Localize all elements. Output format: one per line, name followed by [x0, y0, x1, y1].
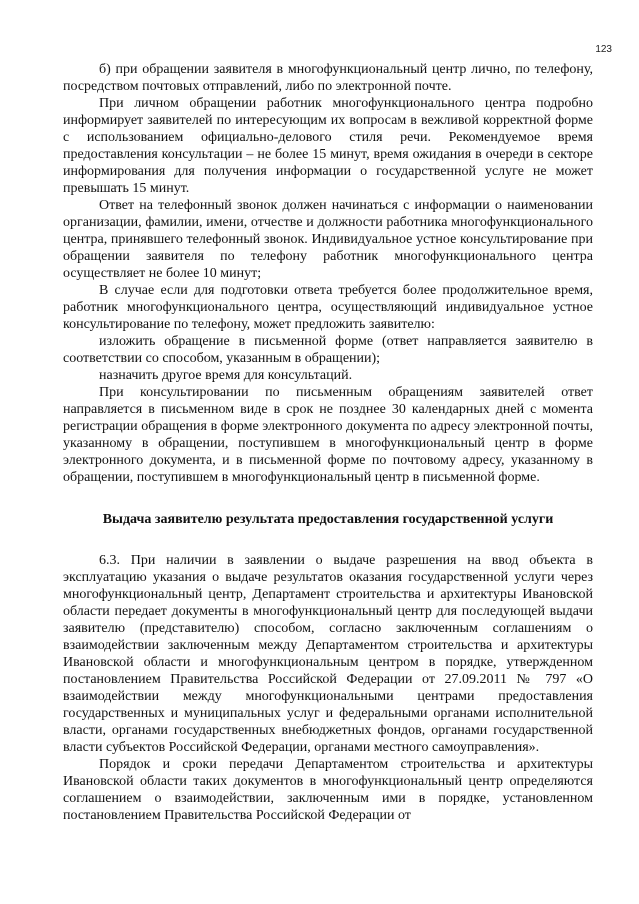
section-heading: Выдача заявителю результата предоставления государственной услуги	[102, 512, 554, 527]
paragraph: При консультировании по письменным обращениям заявителей ответ направляется в письменном виде в срок не позднее 30 календарных дней с момента регистрации обращения в форме электронного документа по адресу электронной почты, указанному в обращении, поступившем в многофункциональный центр в форме электронного документа, и в письменной форме по почтовому адресу, указанному в обращении, поступившем в многофункциональный центр в письменной форме.	[63, 385, 593, 485]
paragraph: 6.3. При наличии в заявлении о выдаче разрешения на ввод объекта в эксплуатацию указания о выдаче результатов оказания государственной услуги через многофункциональный центр, Департамент строительства и архитектуры Ивановской области передает документы в многофункциональный центр для последующей выдачи заявителю (представителю) способом, согласно заключенным соглашениям о взаимодействии заключенным между Департаментом строительства и архитектуры Ивановской области и многофункциональным центром в порядке, утвержденном постановлением Правительства Российской Федерации от 27.09.2011 № 797 «О взаимодействии между многофункциональными центрами предоставления государственных и муниципальных услуг и федеральными органами исполнительной власти, органами государственных внебюджетных фондов, органами государственной власти субъектов Российской Федерации, органами местного самоуправления».	[63, 553, 593, 755]
page-number: 123	[595, 44, 612, 55]
paragraph: б) при обращении заявителя в многофункциональный центр лично, по телефону, посредством почтовых отправлений, либо по электронной почте.	[63, 62, 593, 94]
paragraph: В случае если для подготовки ответа требуется более продолжительное время, работник многофункционального центра, осуществляющий индивидуальное устное консультирование по телефону, может предложить заявителю:	[63, 283, 593, 332]
paragraph: Ответ на телефонный звонок должен начинаться с информации о наименовании организации, фамилии, имени, отчестве и должности работника многофункционального центра, принявшего телефонный звонок. Индивидуальное устное консультирование при обращении заявителя по телефону работник многофункционального центра осуществляет не более 10 минут;	[63, 198, 593, 281]
paragraph: изложить обращение в письменной форме (ответ направляется заявителю в соответствии со способом, указанным в обращении);	[63, 334, 593, 366]
paragraph: Порядок и сроки передачи Департаментом строительства и архитектуры Ивановской области таких документов в многофункциональный центр определяются соглашением о взаимодействии, заключенным ими в порядке, установленном постановлением Правительства Российской Федерации от	[63, 757, 593, 823]
paragraph: При личном обращении работник многофункционального центра подробно информирует заявителей по интересующим их вопросам в вежливой корректной форме с использованием официально-делового стиля речи. Рекомендуемое время предоставления консультации – не более 15 минут, время ожидания в очереди в секторе информирования для получения информации о государственной услуге не может превышать 15 минут.	[63, 96, 593, 196]
document-body	[63, 61, 593, 824]
paragraph: назначить другое время для консультаций.	[99, 368, 353, 383]
